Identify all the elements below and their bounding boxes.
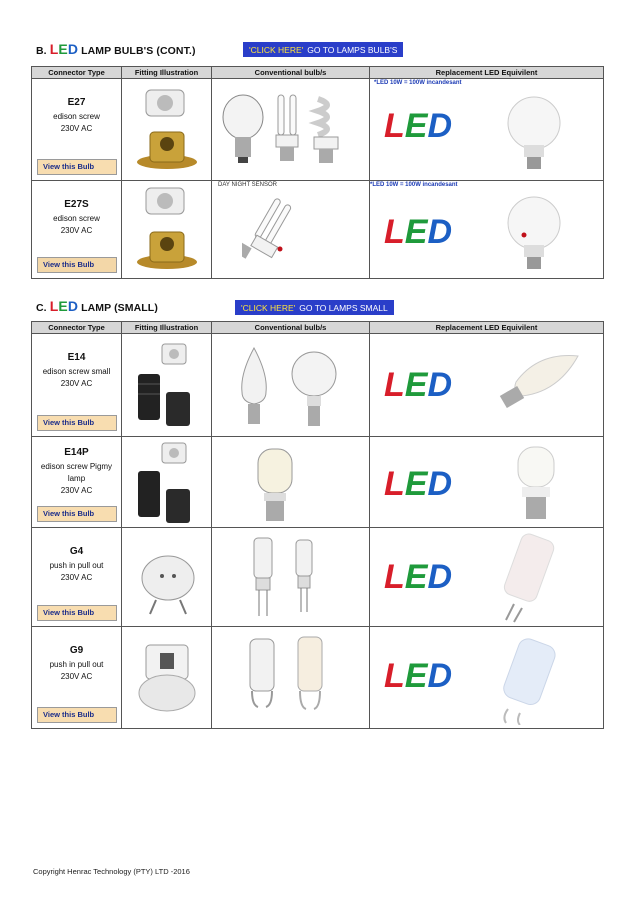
connector-desc: edison screw Pigmy [40, 462, 113, 471]
connector-voltage: 230V AC [60, 379, 93, 388]
view-bulb-button[interactable]: View this Bulb [37, 707, 117, 723]
connector-voltage: 230V AC [60, 573, 93, 582]
g9-led-capsule-image [490, 637, 570, 725]
led-cell [370, 627, 604, 729]
connector-code: E27S [64, 199, 89, 210]
e14-conventional-bulbs-image [234, 346, 358, 434]
header-replacement-led: Replacement LED Equivilent [370, 322, 604, 334]
connector-desc: edison screw [53, 112, 100, 121]
table-row [32, 627, 604, 729]
fitting-cell [122, 181, 212, 279]
sensor-cfl-image [242, 197, 322, 277]
connector-desc: edison screw small [42, 367, 111, 376]
connector-desc: push in pull out [49, 660, 104, 669]
header-fitting-illustration: Fitting Illustration [122, 67, 212, 79]
g9-fitting-image [134, 639, 200, 719]
e14-fitting-image [132, 441, 204, 527]
bc-fitting-image [132, 84, 202, 176]
led-cell: *LED 10W = 100W incandesant LED [370, 181, 604, 279]
connector-code: E14P [64, 447, 89, 458]
header-conventional-bulbs: Conventional bulb/s [212, 67, 370, 79]
led-logo [382, 655, 462, 695]
connector-desc-2: lamp [67, 474, 86, 483]
view-bulb-button[interactable]: View this Bulb [37, 605, 117, 621]
conventional-cell: DAY NIGHT SENSOR [212, 181, 370, 279]
table-row [32, 437, 604, 528]
svg-text:LED: LED [384, 366, 453, 404]
section-c-title: C. LED LAMP (SMALL) [36, 298, 158, 314]
fitting-cell [122, 79, 212, 181]
section-b-title: B. LED LAMP BULB'S (CONT.) [36, 41, 196, 57]
table-row [32, 79, 604, 181]
connector-voltage: 230V AC [60, 124, 93, 133]
header-replacement-led: Replacement LED Equivilent [370, 67, 604, 79]
connector-cell [32, 79, 122, 181]
connector-cell [32, 334, 122, 437]
led-cell [370, 334, 604, 437]
header-conventional-bulbs: Conventional bulb/s [212, 322, 370, 334]
conventional-cell [212, 437, 370, 528]
led-logo [382, 364, 462, 404]
g4-led-capsule-image [490, 532, 570, 624]
fitting-cell [122, 437, 212, 528]
table-lamp-bulbs [31, 66, 604, 279]
svg-text:LED: LED [384, 213, 453, 251]
connector-voltage: 230V AC [60, 672, 93, 681]
table-row [32, 334, 604, 437]
conventional-cell [212, 334, 370, 437]
fitting-cell [122, 334, 212, 437]
fitting-cell [122, 528, 212, 627]
connector-desc: edison screw [53, 214, 100, 223]
go-to-lamps-small-button[interactable]: 'CLICK HERE' GO TO LAMPS SMALL [235, 300, 394, 315]
header-fitting-illustration: Fitting Illustration [122, 322, 212, 334]
led-cell [370, 528, 604, 627]
svg-text:LED: LED [384, 465, 453, 503]
connector-code: G9 [69, 645, 84, 656]
led-logo [382, 463, 462, 503]
conventional-cell [212, 79, 370, 181]
view-bulb-button[interactable]: View this Bulb [37, 159, 117, 175]
connector-cell [32, 528, 122, 627]
table-lamp-small [31, 321, 604, 729]
header-connector-type: Connector Type [32, 67, 122, 79]
led-cell: *LED 10W = 100W incandesant LED [370, 79, 604, 181]
g9-halogen-image [242, 635, 342, 723]
led-bulb-image [500, 93, 570, 173]
connector-cell [32, 181, 122, 279]
g4-fitting-image [136, 548, 200, 618]
copyright-footer: Copyright Henrac Technology (PTY) LTD -2016 [33, 867, 190, 876]
pygmy-led-bulb-image [508, 443, 568, 525]
fitting-cell [122, 627, 212, 729]
conventional-bulbs-image [218, 89, 366, 175]
connector-voltage: 230V AC [60, 226, 93, 235]
g4-halogen-image [246, 534, 336, 622]
connector-cell [32, 627, 122, 729]
connector-code: E14 [67, 352, 86, 363]
svg-text:LED: LED [384, 558, 453, 596]
led-logo [382, 556, 462, 596]
connector-voltage: 230V AC [60, 486, 93, 495]
view-bulb-button[interactable]: View this Bulb [37, 415, 117, 431]
connector-desc: push in pull out [49, 561, 104, 570]
header-connector-type: Connector Type [32, 322, 122, 334]
go-to-lamps-bulbs-button[interactable]: 'CLICK HERE' GO TO LAMPS BULB'S [243, 42, 403, 57]
led-logo [382, 211, 462, 251]
sensor-led-bulb-image [500, 193, 570, 273]
pygmy-bulb-image [248, 445, 308, 525]
led-logo [382, 105, 462, 145]
svg-text:LED: LED [384, 107, 453, 145]
connector-code: G4 [69, 546, 84, 557]
table-row [32, 528, 604, 627]
connector-cell [32, 437, 122, 528]
table-row [32, 181, 604, 279]
view-bulb-button[interactable]: View this Bulb [37, 506, 117, 522]
e14-led-candle-image [488, 348, 588, 430]
e14-fitting-image [132, 340, 204, 430]
led-cell [370, 437, 604, 528]
conventional-cell [212, 528, 370, 627]
connector-code: E27 [67, 97, 86, 108]
view-bulb-button[interactable]: View this Bulb [37, 257, 117, 273]
bc-fitting-image [132, 184, 202, 276]
conventional-cell [212, 627, 370, 729]
svg-text:LED: LED [384, 657, 453, 695]
